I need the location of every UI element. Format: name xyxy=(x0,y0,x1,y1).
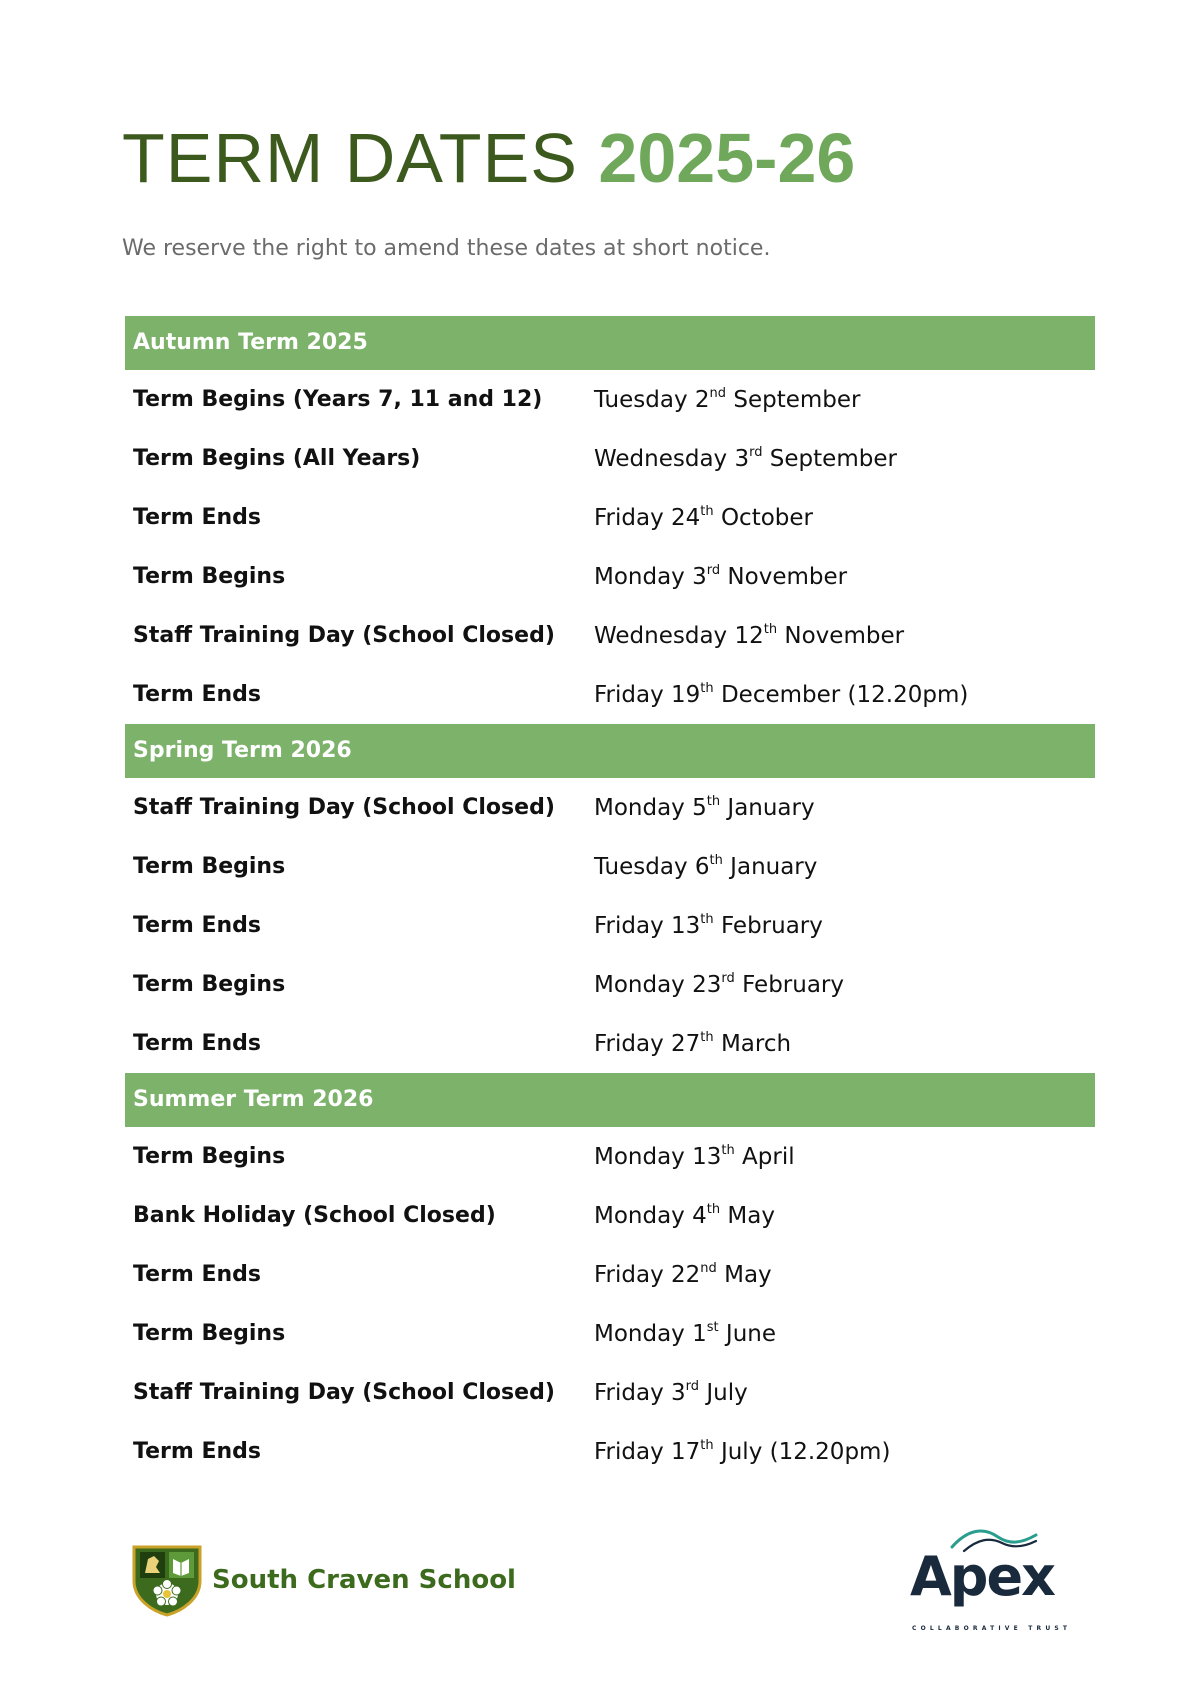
term-header-spring: Spring Term 2026 xyxy=(125,724,1095,778)
term-header-summer: Summer Term 2026 xyxy=(125,1073,1095,1127)
table-row xyxy=(125,1245,1095,1304)
row-label: Term Begins (All Years) xyxy=(133,446,421,471)
row-label: Term Ends xyxy=(133,1262,261,1287)
row-date: Monday 3rd November xyxy=(594,562,848,590)
notice-text: We reserve the right to amend these dates at short notice. xyxy=(122,236,771,261)
school-logo xyxy=(130,1543,516,1617)
trust-tagline: COLLABORATIVE TRUST xyxy=(912,1625,1072,1632)
table-row xyxy=(125,837,1095,896)
term-header-autumn: Autumn Term 2025 xyxy=(125,316,1095,370)
row-label: Term Begins xyxy=(133,1144,286,1169)
row-label: Term Ends xyxy=(133,913,261,938)
school-crest-icon xyxy=(130,1543,204,1617)
table-row xyxy=(125,955,1095,1014)
row-label: Bank Holiday (School Closed) xyxy=(133,1203,496,1228)
row-date: Wednesday 3rd September xyxy=(594,444,897,472)
page-title xyxy=(122,118,855,198)
table-row xyxy=(125,1014,1095,1073)
term-dates-table xyxy=(125,316,1095,1481)
row-date: Friday 17th July (12.20pm) xyxy=(594,1437,891,1465)
table-row xyxy=(125,778,1095,837)
row-date: Wednesday 12th November xyxy=(594,621,905,649)
row-date: Friday 19th December (12.20pm) xyxy=(594,680,969,708)
trust-name: Apex xyxy=(910,1545,1054,1608)
row-date: Tuesday 2nd September xyxy=(594,385,861,413)
table-row xyxy=(125,547,1095,606)
table-row xyxy=(125,1127,1095,1186)
row-date: Friday 3rd July xyxy=(594,1378,748,1406)
row-date: Friday 24th October xyxy=(594,503,813,531)
table-row xyxy=(125,896,1095,955)
table-row xyxy=(125,370,1095,429)
row-label: Term Ends xyxy=(133,1031,261,1056)
row-date: Friday 13th February xyxy=(594,911,823,939)
table-row xyxy=(125,665,1095,724)
table-row xyxy=(125,1304,1095,1363)
table-row xyxy=(125,606,1095,665)
row-label: Term Ends xyxy=(133,505,261,530)
row-date: Monday 23rd February xyxy=(594,970,844,998)
table-row xyxy=(125,429,1095,488)
row-label: Staff Training Day (School Closed) xyxy=(133,1380,555,1405)
row-label: Term Ends xyxy=(133,682,261,707)
row-label: Term Begins xyxy=(133,1321,286,1346)
row-date: Monday 13th April xyxy=(594,1142,795,1170)
row-date: Friday 27th March xyxy=(594,1029,792,1057)
row-date: Friday 22nd May xyxy=(594,1260,772,1288)
apex-logo xyxy=(910,1525,1072,1635)
title-year: 2025-26 xyxy=(598,119,856,197)
row-label: Staff Training Day (School Closed) xyxy=(133,795,555,820)
row-date: Monday 1st June xyxy=(594,1319,777,1347)
row-label: Term Begins xyxy=(133,972,286,997)
table-row xyxy=(125,1363,1095,1422)
table-row xyxy=(125,488,1095,547)
row-label: Term Begins (Years 7, 11 and 12) xyxy=(133,387,543,412)
row-label: Staff Training Day (School Closed) xyxy=(133,623,555,648)
row-label: Term Ends xyxy=(133,1439,261,1464)
row-date: Monday 5th January xyxy=(594,793,815,821)
row-label: Term Begins xyxy=(133,854,286,879)
table-row xyxy=(125,1422,1095,1481)
table-row xyxy=(125,1186,1095,1245)
school-name: South Craven School xyxy=(212,1565,516,1595)
row-label: Term Begins xyxy=(133,564,286,589)
row-date: Monday 4th May xyxy=(594,1201,775,1229)
title-main: TERM DATES xyxy=(122,119,578,197)
row-date: Tuesday 6th January xyxy=(594,852,818,880)
